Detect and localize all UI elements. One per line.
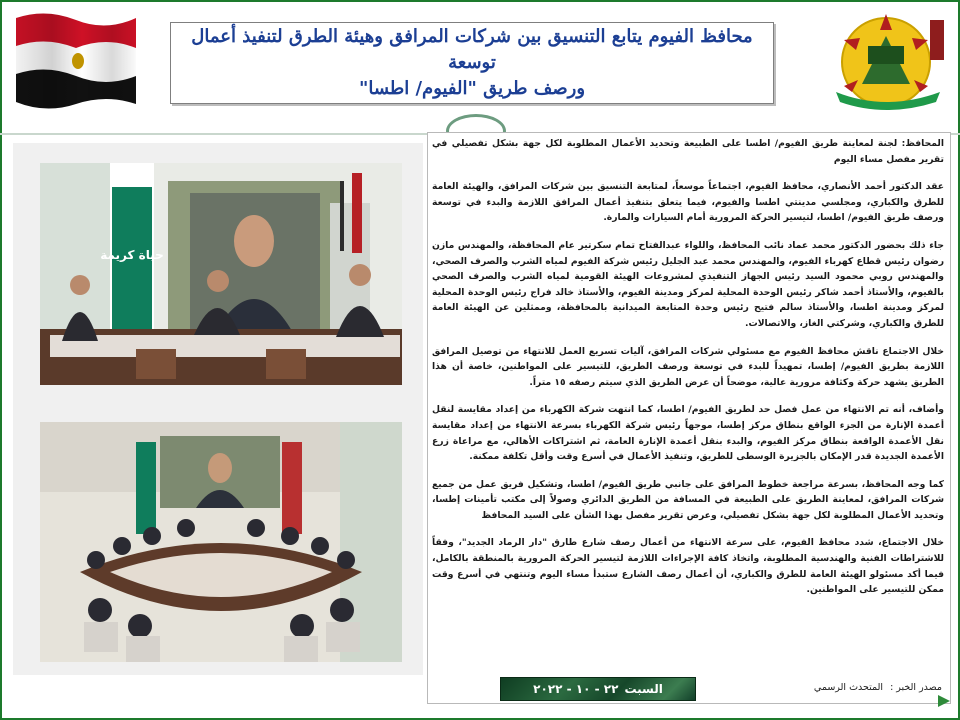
- governorate-logo-icon: [828, 10, 950, 118]
- title-box: [170, 22, 774, 104]
- banner-text: حياة كريمة: [100, 248, 164, 262]
- article-paragraph-6: كما وجه المحافظ، بسرعة مراجعة خطوط المرافق على جانبي طريق الفيوم/ اطسا، وتشكيل فريق عمل من جميع شركات المرافق، لمعاينة الطريق على الطبيعة في المسافة من الطريق الدائري وصولاً إلى مكتب تأمينات إطسا، وتحديد الأعمال المطلوبة لكل جهة بشكل تفصيلي، وعرض تقرير مفصل بهذا الشأن على السيد المحافظ: [432, 478, 944, 521]
- title-line-1: محافظ الفيوم يتابع التنسيق بين شركات المرافق وهيئة الطرق لتنفيذ أعمال توسعة: [191, 26, 753, 73]
- date-value: ٢٢ - ١٠ - ٢٠٢٢: [533, 682, 619, 696]
- article-paragraph-7: خلال الاجتماع، شدد محافظ الفيوم، على سرعة الانتهاء من أعمال رصف شارع طارق "دار الرماد الجديد"، وفقاً للاشتراطات الفنية والهندسية المطلوبة، واتخاذ كافة الإجراءات اللازمة لتيسير الحركة المرورية بالمنطقة بالكامل، فيما أكد مسئولو الهيئة العامة للطرق والكباري، أن أعمال رصف الشارع ستبدأ مساء اليوم وتنتهي في أسرع وقت ممكن للتيسير على المواطنين.: [432, 537, 944, 596]
- article-paragraph-5: وأضاف، أنه تم الانتهاء من عمل فصل حد لطريق الفيوم/ اطسا، كما انتهت شركة الكهرباء من إعداد مقايسة لنقل أعمدة الإنارة من الجزء الواقع بنطاق مركز إطسا، موجهاً رئيس شركة الكهرباء بسرعة الانتهاء من إعداد مقايسة نقل الأعمدة الواقعة بنطاق مركز الفيوم، والبدء بنقل أعمدة الإنارة العامة، ثم اشتراكات الأهالي، مع مراعاة زرع الأعمدة الجديدة قدر الإمكان بالجزيرة الوسطى للطريق، وتنفيذ الأعمال في أسرع وقت وأقل تكلفة ممكنة.: [432, 404, 944, 463]
- article-paragraph-3: جاء ذلك بحضور الدكتور محمد عماد نائب المحافظ، واللواء عبدالفتاح تمام سكرتير عام المحافظة، والمهندس مازن رضوان رئيس قطاع كهرباء الفيوم، والمهندس محمد عبد الجليل رئيس شركة الفيوم لمياه الشرب والصرف الصحي، والمهندس روبي محمود السيد رئيس الجهاز التنفيذي لمشروعات الهيئة القومية لمياه الشرب والصرف الصحي بالفيوم، والأستاذ أحمد شاكر رئيس الوحدة المحلية لمركز ومدينة الفيوم، والأستاذ خالد فراج رئيس الوحدة المحلية لمركز ومدينة اطسا، والأستاذ سالم فتيح رئيس وحدة المتابعة الميدانية بالمحافظة، وممثلين عن الهيئة العامة للطرق والكباري، وشركتي الغاز، والاتصالات.: [432, 239, 944, 329]
- news-source: [810, 682, 942, 693]
- meeting-photo-2: [40, 422, 402, 662]
- date-badge: [500, 677, 696, 701]
- source-value: المتحدث الرسمي: [813, 682, 884, 693]
- meeting-photo-1: [40, 163, 402, 385]
- page-title: [171, 24, 773, 102]
- article-body: [432, 136, 944, 656]
- next-slide-arrow-icon[interactable]: [936, 693, 952, 709]
- source-label: مصدر الخبر :: [890, 682, 942, 693]
- date-day-name: السبت: [624, 682, 663, 696]
- egypt-flag-icon: [12, 10, 140, 110]
- title-line-2: ورصف طريق "الفيوم/ اطسا": [358, 78, 586, 99]
- article-paragraph-1: المحافظ: لجنة لمعاينة طريق الفيوم/ اطسا على الطبيعة وتحديد الأعمال المطلوبة لكل جهة بشكل تفصيلي في تقرير مفصل مساء اليوم: [432, 138, 944, 165]
- article-paragraph-4: خلال الاجتماع ناقش محافظ الفيوم مع مسئولي شركات المرافق، آليات تسريع العمل للانتهاء من توصيل المرافق اللازمة بطريق الفيوم/ إطسا، تمهيداً للبدء في توسعة ورصف الطريق، للتيسير على المواطنين، خاصة أن هذا الطريق يشهد حركة وكثافة مرورية عالية، موضحاً أن عرض الطريق الذي سيتم رصفه ١٥ متراً.: [432, 345, 944, 388]
- article-paragraph-2: عقد الدكتور أحمد الأنصاري، محافظ الفيوم، اجتماعاً موسعاً، لمتابعة التنسيق بين شركات المرافق، والهيئة العامة للطرق والكباري، ومجلسي مدينتي اطسا والفيوم، فيما يتعلق بتنفيذ أعمال المرافق اللازمة والبدء في توسعة ورصف طريق الفيوم/ اطسا، لتيسير الحركة المرورية أمام السيارات والمارة.: [432, 181, 944, 224]
